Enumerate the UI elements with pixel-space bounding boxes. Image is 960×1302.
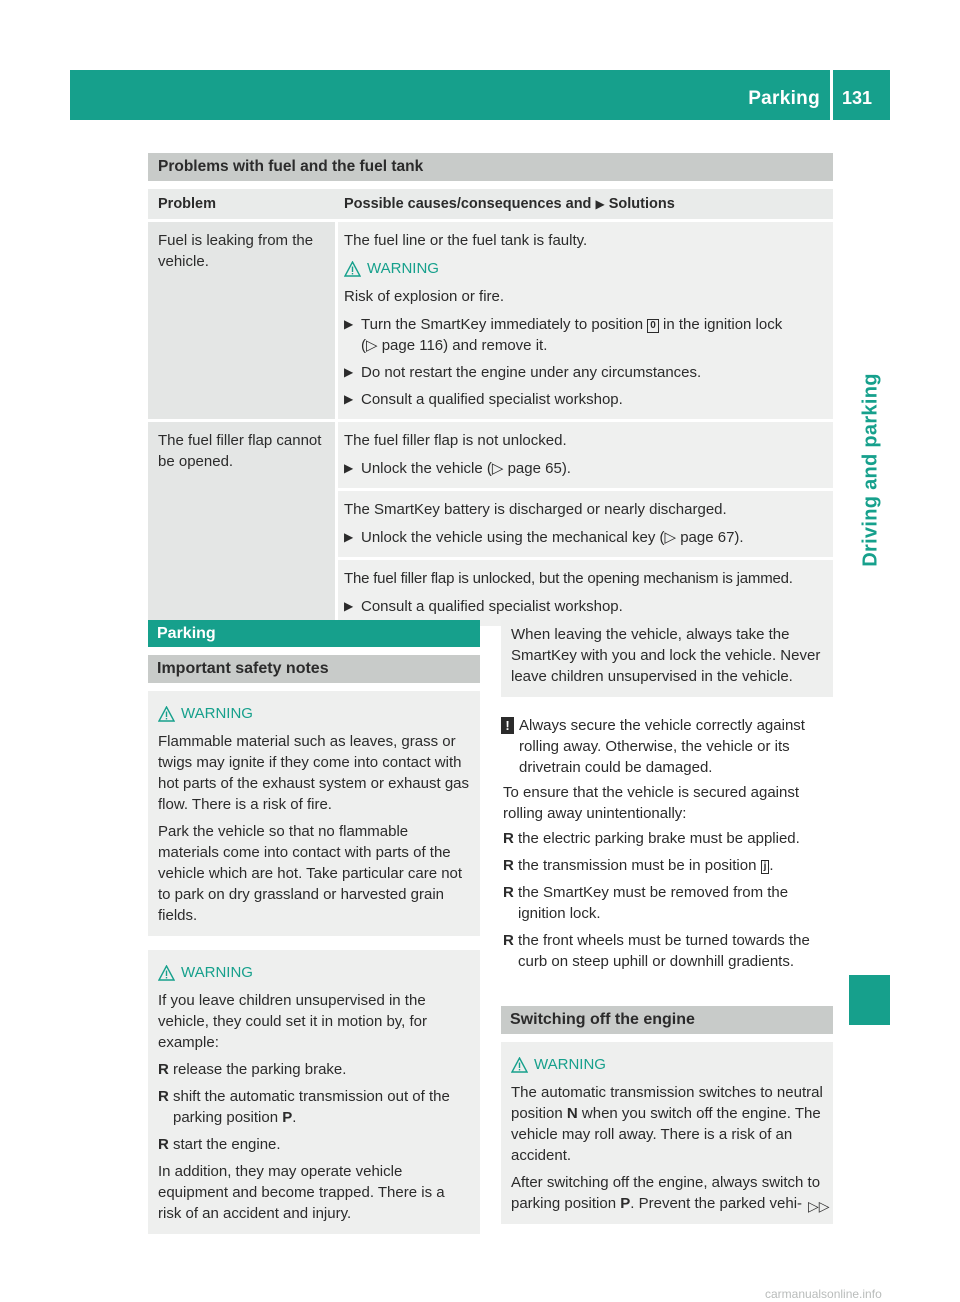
instruction-step: ▶ Consult a qualified specialist workshop.	[344, 391, 623, 408]
securing-instructions: To ensure that the vehicle is secured against rolling away unintentionally: R the electric parking brake must be applied. R the transmission must be in position j . R the SmartKey must be removed from the ignition lock. R the front wheels must be turned towards the curb on steep uphill or downhill gradients.	[501, 782, 833, 972]
bullet-icon: R	[503, 932, 514, 949]
table-row	[148, 422, 833, 626]
table-header	[148, 189, 833, 219]
page-number: 131	[842, 88, 873, 108]
arrow-right-icon: ▶	[344, 365, 354, 379]
caution-note: ! Always secure the vehicle correctly against rolling away. Otherwise, the vehicle or its drivetrain could be damaged.	[501, 715, 833, 778]
warning-triangle-icon	[158, 706, 175, 722]
ignition-position-symbol: 0	[647, 319, 659, 333]
problems-table	[148, 189, 833, 626]
continued-marker: ▷▷	[808, 1198, 830, 1214]
side-chapter-tab	[849, 975, 890, 1025]
warning-triangle-icon	[511, 1057, 528, 1073]
warning-box: WARNING The automatic transmission switches to neutral position N when you switch off the engine. The vehicle may roll away. There is a risk of an accident. After switching off the engine, always switch to parking position P. Prevent the parked vehi-	[501, 1042, 833, 1224]
list-item: R the electric parking brake must be applied.	[503, 830, 800, 847]
solution-cell: The fuel line or the fuel tank is faulty. WARNING Risk of explosion or fire. ▶ Turn the SmartKey immediately to position 0 in the ignition lock (▷ page 116) and remove it. ▶ Do not restart the engine under any circumstances. ▶ Consult a qualified specialist workshop.	[338, 222, 833, 419]
header-section-title: Parking	[748, 88, 820, 109]
bullet-icon: R	[158, 1136, 169, 1153]
instruction-step: ▶ Turn the SmartKey immediately to position 0 in the ignition lock (▷ page 116) and remove it.	[344, 316, 783, 354]
warning-heading: WARNING	[511, 1054, 825, 1075]
right-column	[501, 620, 833, 1224]
header-solutions: Possible causes/consequences and ▶ Solutions	[344, 196, 675, 212]
watermark: carmanualsonline.info	[765, 1287, 882, 1301]
warning-triangle-icon	[344, 261, 361, 277]
arrow-right-icon: ▶	[344, 392, 354, 406]
table-row	[148, 222, 833, 419]
section-title-parking: Parking	[148, 620, 480, 647]
park-position-symbol: j	[761, 860, 770, 874]
info-box: When leaving the vehicle, always take the SmartKey with you and lock the vehicle. Never leave children unsupervised in the vehicle.	[501, 620, 833, 697]
header-separator	[830, 70, 833, 120]
bullet-icon: R	[503, 830, 514, 847]
instruction-step: ▶ Unlock the vehicle (▷ page 65).	[344, 460, 571, 477]
bullet-icon: R	[158, 1061, 169, 1078]
warning-heading: WARNING	[158, 962, 472, 983]
warning-box: WARNING If you leave children unsupervised in the vehicle, they could set it in motion by, for example: R release the parking brake. R shift the automatic transmission out of the parking position P. R start the engine. In addition, they may operate vehicle equipment and become trapped. There is a risk of an accident and injury.	[148, 950, 480, 1234]
list-item: R start the engine.	[158, 1136, 281, 1153]
table-title: Problems with fuel and the fuel tank	[148, 153, 833, 181]
list-item: R release the parking brake.	[158, 1061, 347, 1078]
bullet-icon: R	[503, 857, 514, 874]
problem-cell: The fuel filler flap cannot be opened.	[148, 422, 335, 626]
subsection-title-switching-off: Switching off the engine	[501, 1006, 833, 1034]
warning-box: WARNING Flammable material such as leaves, grass or twigs may ignite if they come into contact with hot parts of the exhaust system or exhaust gas flow. There is a risk of fire. Park the vehicle so that no flammable materials come into contact with parts of the vehicle which are hot. Take particular care not to park on dry grassland or harvested grain fields.	[148, 691, 480, 936]
list-item: R the front wheels must be turned towards the curb on steep uphill or downhill gradients.	[503, 932, 810, 970]
instruction-step: ▶ Do not restart the engine under any circumstances.	[344, 364, 702, 381]
exclamation-icon: !	[501, 715, 519, 778]
left-column	[148, 620, 480, 1234]
arrow-right-icon: ▶	[344, 599, 354, 613]
warning-heading: WARNING	[158, 703, 472, 724]
solution-column	[338, 222, 833, 419]
arrow-right-icon: ▶	[344, 461, 354, 475]
list-item: R the transmission must be in position j .	[503, 857, 774, 874]
solution-cell: The fuel filler flap is not unlocked. ▶ Unlock the vehicle (▷ page 65).	[338, 422, 833, 488]
warning-triangle-icon	[158, 965, 175, 981]
arrow-right-icon: ▶	[595, 197, 605, 211]
arrow-right-icon: ▶	[344, 317, 354, 331]
solution-column	[338, 422, 833, 626]
subsection-title-safety-notes: Important safety notes	[148, 655, 480, 683]
bullet-icon: R	[158, 1088, 169, 1105]
arrow-right-icon: ▶	[344, 530, 354, 544]
bullet-icon: R	[503, 884, 514, 901]
side-chapter-label: Driving and parking	[859, 373, 882, 567]
solution-cell: The fuel filler flap is unlocked, but the opening mechanism is jammed. ▶ Consult a qualified specialist workshop.	[338, 560, 833, 626]
problem-cell: Fuel is leaking from the vehicle.	[148, 222, 335, 419]
list-item: R the SmartKey must be removed from the ignition lock.	[503, 884, 789, 922]
solution-cell: The SmartKey battery is discharged or nearly discharged. ▶ Unlock the vehicle using the mechanical key (▷ page 67).	[338, 491, 833, 557]
instruction-step: ▶ Consult a qualified specialist workshop.	[344, 598, 623, 615]
warning-heading: WARNING	[344, 258, 825, 279]
list-item: R shift the automatic transmission out of the parking position P.	[158, 1088, 450, 1126]
instruction-step: ▶ Unlock the vehicle using the mechanical key (▷ page 67).	[344, 529, 744, 546]
header-problem: Problem	[158, 196, 217, 212]
